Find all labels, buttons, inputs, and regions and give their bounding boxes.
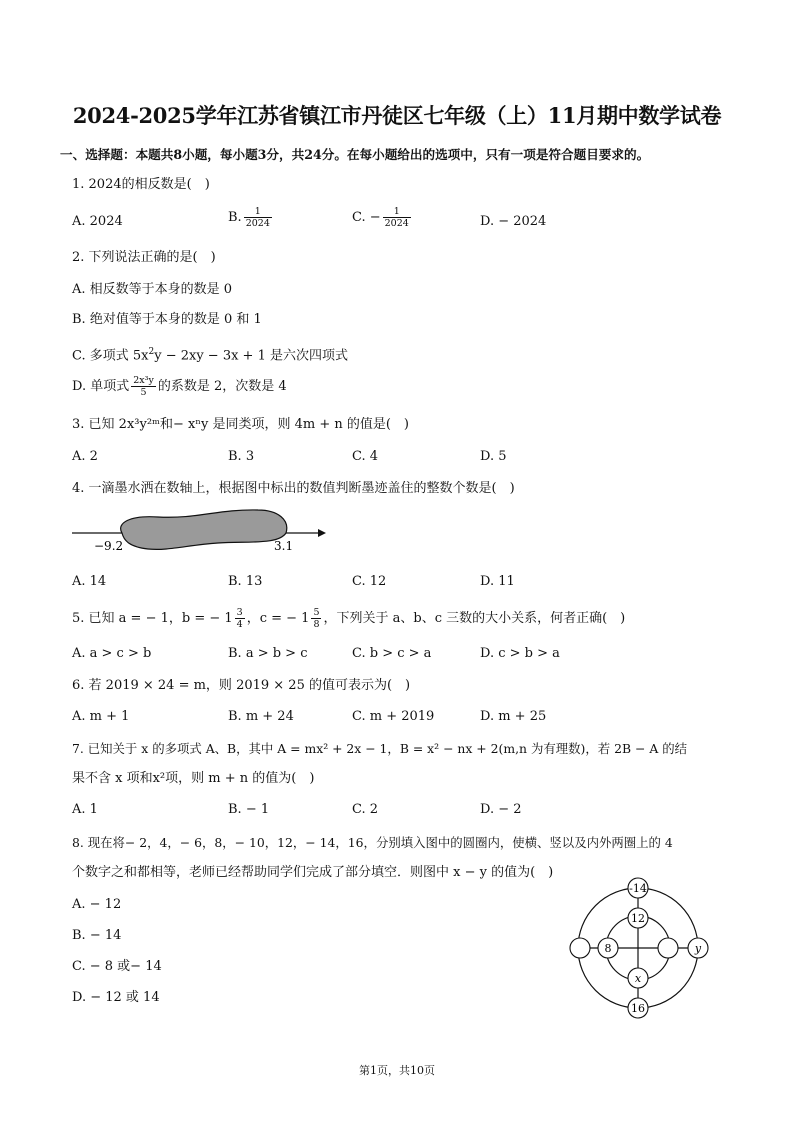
node-inner-bottom	[628, 968, 648, 988]
q7-option-c: C. 2	[352, 802, 379, 817]
q6-option-a: A. m + 1	[72, 709, 130, 724]
q2-option-d: D. 单项式 $\frac{\text{2x³y}}{5}$ 的系数是 2，次数是 4	[72, 375, 287, 398]
q4-option-d: D. 11	[480, 574, 515, 589]
q2-option-a: A. 相反数等于本身的数是 0	[72, 282, 233, 297]
node-inner-left-value: 8	[604, 942, 612, 955]
q6-option-c: C. m + 2019	[352, 709, 435, 724]
q1-option-c: C. − $\frac{1}{2024}$	[352, 206, 409, 229]
q7-option-b: B. − 1	[228, 802, 270, 817]
question-4-stem: 4. 一滴墨水洒在数轴上，根据图中标出的数值判断墨迹盖住的整数个数是( )	[72, 481, 515, 496]
q3-option-b: B. 3	[228, 449, 255, 464]
exam-title: 2024-2025学年江苏省镇江市丹徒区七年级（上）11月期中数学试卷	[72, 103, 722, 128]
node-inner-right	[658, 938, 678, 958]
q1-option-b: B. $\frac{1}{2024}$	[228, 206, 270, 229]
q4-option-c: C. 12	[352, 574, 387, 589]
question-1-stem: 1. 2024的相反数是( )	[72, 177, 210, 192]
node-bottom	[628, 998, 648, 1018]
node-inner-top	[628, 908, 648, 928]
node-inner-top-value: 12	[631, 912, 645, 925]
node-top	[628, 878, 648, 898]
label-3-1: 3.1	[274, 539, 294, 553]
q3-option-a: A. 2	[72, 449, 98, 464]
question-6-stem: 6. 若 2019 × 24 = m，则 2019 × 25 的值可表示为( )	[72, 678, 411, 693]
q3-option-d: D. 5	[480, 449, 507, 464]
q6-option-d: D. m + 25	[480, 709, 547, 724]
q2-option-b: B. 绝对值等于本身的数是 0 和 1	[72, 312, 262, 327]
number-line-arrow	[318, 529, 326, 537]
node-right	[688, 938, 708, 958]
q2-option-c: C. 多项式 $5x^2y - 2xy - 3x + 1$ 是六次四项式	[72, 347, 348, 364]
q4-option-a: A. 14	[72, 574, 107, 589]
page-footer: 第1页，共10页	[359, 1064, 435, 1077]
q3-option-c: C. 4	[352, 449, 379, 464]
q5-option-a: A. a > c > b	[72, 646, 152, 661]
node-bottom-value: 16	[631, 1002, 645, 1015]
q8-option-b: B. − 14	[72, 928, 122, 943]
q5-option-c: C. b > c > a	[352, 646, 432, 661]
q7-option-a: A. 1	[72, 802, 98, 817]
ink-blot	[121, 510, 287, 549]
node-inner-left	[598, 938, 618, 958]
question-2-stem: 2. 下列说法正确的是( )	[72, 250, 216, 265]
q4-option-b: B. 13	[228, 574, 263, 589]
question-8-stem-line1: 8. 现在将− 2，4，− 6，8，− 10，12，− 14，16，分别填入图中的圆圈内，使横、竖以及内外两圈上的 4	[72, 835, 673, 850]
number-line-figure	[68, 505, 338, 560]
q6-option-b: B. m + 24	[228, 709, 294, 724]
q1-option-d: D. − 2024	[480, 214, 547, 229]
question-8-stem-line2: 个数字之和都相等，老师已经帮助同学们完成了部分填空．则图中 x − y 的值为( )	[72, 865, 554, 880]
circle-puzzle-figure	[560, 876, 720, 1021]
q8-option-a: A. − 12	[72, 897, 122, 912]
q1-option-a: A. 2024	[72, 214, 123, 229]
node-left	[570, 938, 590, 958]
node-inner-bottom-value: x	[634, 972, 642, 985]
question-5-stem: 5. 已知 a = − 1，b = − 1 $\frac{3}{4}$ ，c = − 1 $\frac{5}{8}$ ，下列关于 a、b、c 三数的大小关系，何者正确( )	[72, 607, 626, 630]
q5-option-d: D. c > b > a	[480, 646, 560, 661]
question-7-stem-line2: 果不含 x 项和x²项，则 m + n 的值为( )	[72, 771, 315, 786]
q7-option-d: D. − 2	[480, 802, 522, 817]
node-right-value: y	[694, 942, 702, 955]
node-top-value: -14	[629, 882, 647, 895]
section-heading: 一、选择题：本题共8小题，每小题3分，共24分。在每小题给出的选项中，只有一项是符合题目要求的。	[60, 147, 650, 162]
q8-option-c: C. − 8 或− 14	[72, 959, 162, 974]
q5-option-b: B. a > b > c	[228, 646, 308, 661]
question-7-stem-line1: 7. 已知关于 x 的多项式 A、B，其中 A = mx² + 2x − 1，B = x² − nx + 2(m,n 为有理数)，若 2B − A 的结	[72, 741, 687, 756]
label-minus-9-2: −9.2	[94, 539, 124, 553]
q8-option-d: D. − 12 或 14	[72, 990, 160, 1005]
question-3-stem: 3. 已知 2x³y²ᵐ和− xⁿy 是同类项，则 4m + n 的值是( )	[72, 417, 410, 432]
